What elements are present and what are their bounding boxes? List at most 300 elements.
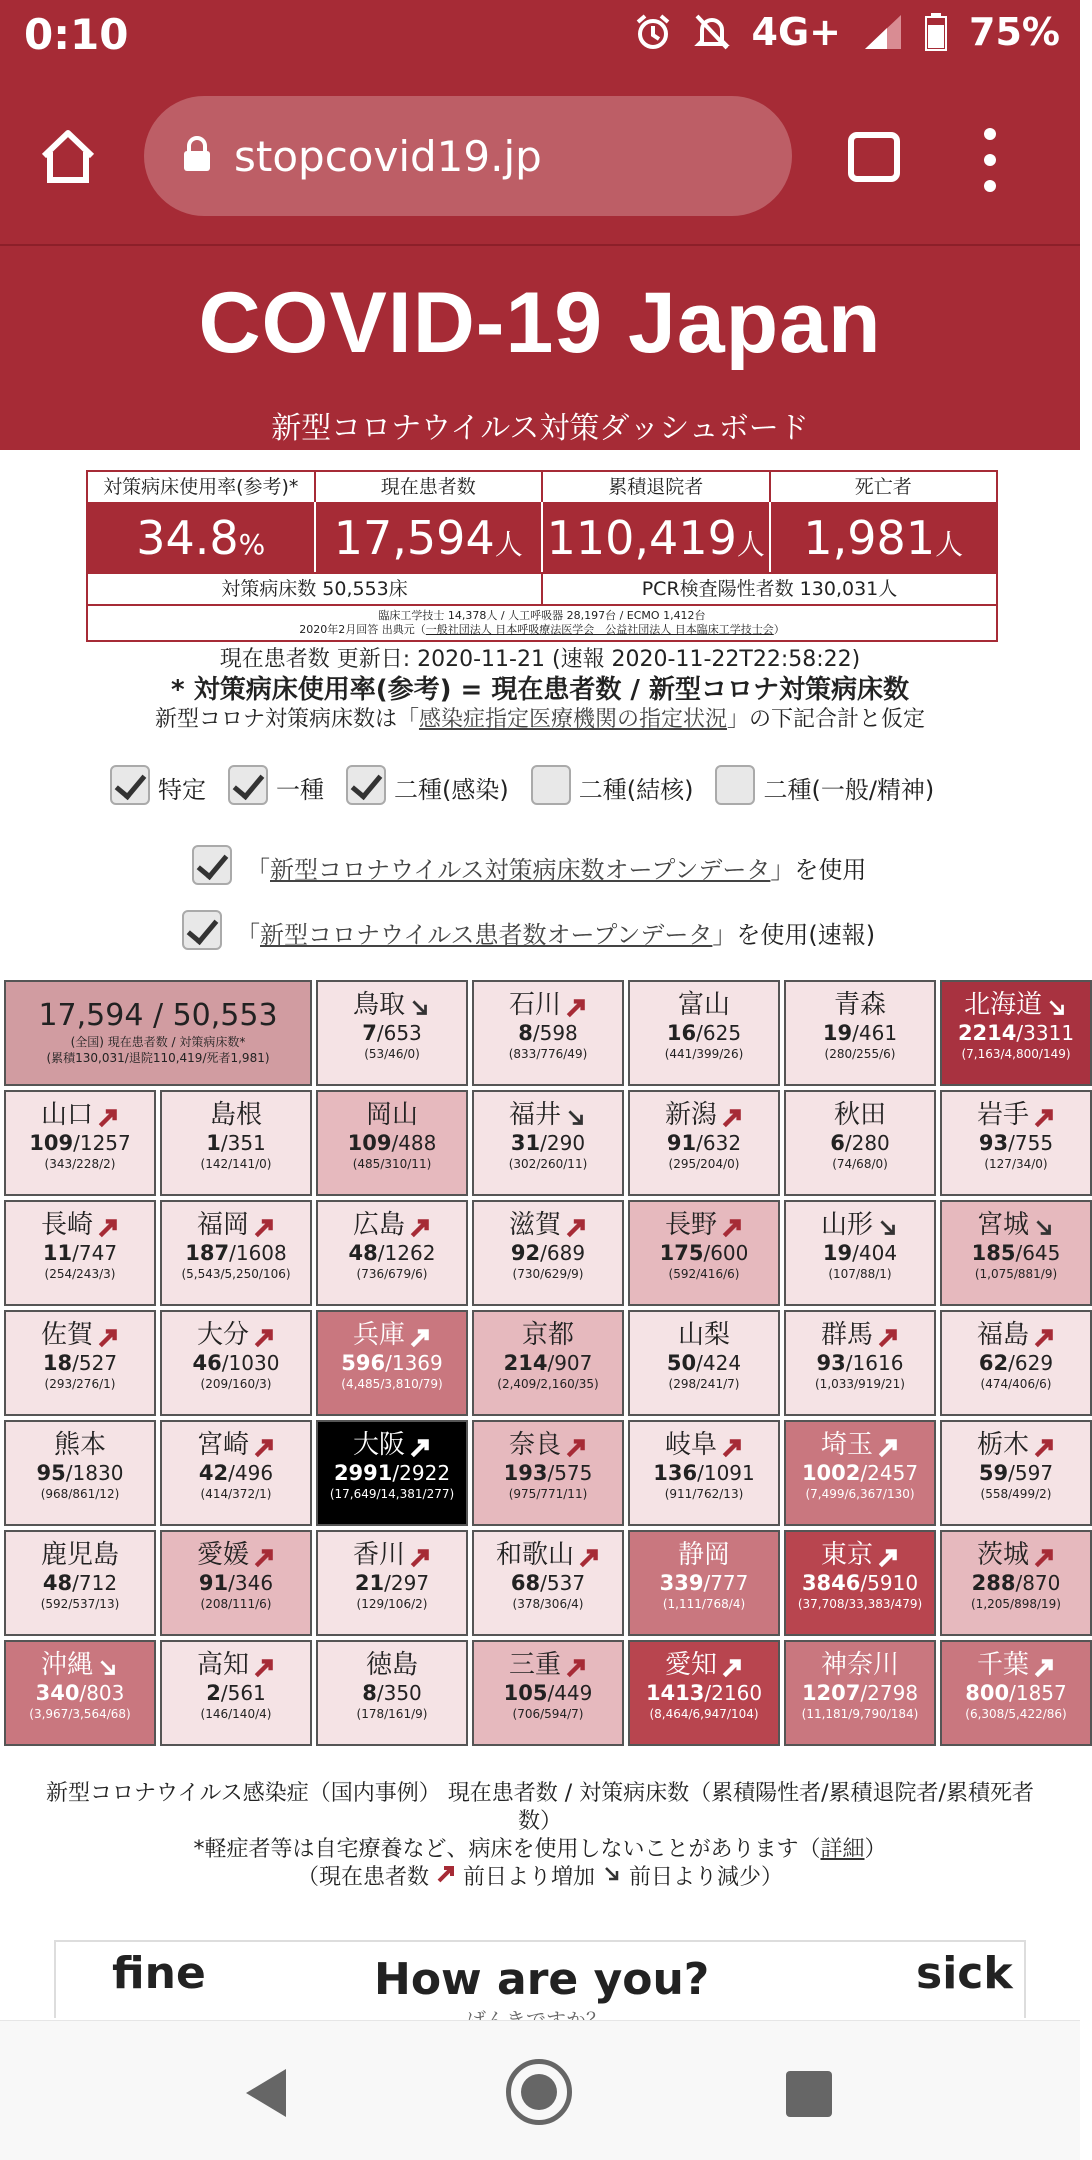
legend-note: *軽症者等は自宅療養など、病床を使用しないことがあります（詳細） bbox=[193, 1837, 887, 1862]
signal-icon bbox=[863, 13, 903, 51]
checkbox[interactable] bbox=[228, 765, 268, 805]
prefecture-name: 東京 bbox=[820, 1540, 873, 1570]
prefecture-name: 鹿児島 bbox=[40, 1540, 119, 1570]
cumulative-stats: (8,464/6,947/104) bbox=[649, 1707, 759, 1721]
increase-arrow-icon bbox=[253, 1654, 275, 1676]
national-total-cell[interactable] bbox=[4, 980, 312, 1086]
patients-over-beds: 62/629 bbox=[978, 1351, 1054, 1375]
prefecture-name: 島根 bbox=[209, 1100, 262, 1130]
summary-values bbox=[88, 502, 996, 572]
prefecture-cell[interactable] bbox=[628, 1310, 780, 1416]
assumption-note: 新型コロナ対策病床数は「感染症指定医療機関の指定状況」の下記合計と仮定 bbox=[154, 707, 926, 732]
increase-arrow-icon bbox=[409, 1544, 431, 1566]
prefecture-name: 群馬 bbox=[820, 1320, 873, 1350]
url-text: stopcovid19.jp bbox=[234, 131, 542, 181]
cumulative-stats: (295/204/0) bbox=[668, 1157, 740, 1171]
cumulative-stats: (302/260/11) bbox=[508, 1157, 588, 1171]
tabs-icon[interactable] bbox=[848, 132, 900, 182]
prefecture-cell[interactable] bbox=[316, 980, 468, 1086]
prefecture-name: 千葉 bbox=[976, 1650, 1029, 1680]
cumulative-stats: (736/679/6) bbox=[356, 1267, 428, 1281]
formula-note: * 対策病床使用率(参考) = 現在患者数 / 新型コロナ対策病床数 bbox=[171, 675, 909, 705]
prefecture-name: 広島 bbox=[352, 1210, 405, 1240]
banner-question: How are you? bbox=[374, 1954, 710, 2005]
prefecture-name: 徳島 bbox=[365, 1650, 418, 1680]
cumulative-stats: (4,485/3,810/79) bbox=[341, 1377, 443, 1391]
increase-arrow-icon bbox=[1033, 1434, 1055, 1456]
patients-over-beds: 105/449 bbox=[503, 1681, 593, 1705]
bed-count: 対策病床数 50,553床 bbox=[88, 574, 543, 604]
cumulative-stats: (37,708/33,383/479) bbox=[797, 1597, 923, 1611]
increase-arrow-icon bbox=[253, 1324, 275, 1346]
increase-arrow-icon bbox=[1033, 1654, 1055, 1676]
prefecture-cell[interactable] bbox=[4, 1310, 156, 1416]
prefecture-name: 宮城 bbox=[976, 1210, 1029, 1240]
prefecture-cell[interactable] bbox=[472, 980, 624, 1086]
cumulative-stats: (558/499/2) bbox=[980, 1487, 1052, 1501]
cumulative-stats: (1,205/898/19) bbox=[971, 1597, 1061, 1611]
cumulative-stats: (485/310/11) bbox=[352, 1157, 432, 1171]
prefecture-name: 愛知 bbox=[664, 1650, 717, 1680]
decrease-arrow-icon bbox=[1033, 1214, 1055, 1236]
patients-over-beds: 193/575 bbox=[503, 1461, 593, 1485]
prefecture-cell[interactable] bbox=[316, 1530, 468, 1636]
prefecture-cell[interactable] bbox=[316, 1640, 468, 1746]
patients-over-beds: 1207/2798 bbox=[801, 1681, 919, 1705]
patients-over-beds: 2214/3311 bbox=[957, 1021, 1075, 1045]
details-link[interactable]: 詳細 bbox=[820, 1837, 865, 1862]
prefecture-cell[interactable] bbox=[628, 1420, 780, 1526]
prefecture-name: 山口 bbox=[40, 1100, 93, 1130]
prefecture-cell[interactable] bbox=[472, 1530, 624, 1636]
increase-arrow-icon bbox=[565, 1434, 587, 1456]
patients-over-beds: 91/346 bbox=[198, 1571, 274, 1595]
patients-over-beds: 11/747 bbox=[42, 1241, 118, 1265]
national-ratio: 17,594 / 50,553 bbox=[38, 998, 278, 1033]
prefecture-name: 栃木 bbox=[976, 1430, 1029, 1460]
prefecture-cell[interactable] bbox=[316, 1090, 468, 1196]
prefecture-cell[interactable] bbox=[472, 1310, 624, 1416]
patients-over-beds: 7/653 bbox=[362, 1021, 422, 1045]
patients-over-beds: 339/777 bbox=[659, 1571, 749, 1595]
prefecture-name: 大分 bbox=[196, 1320, 249, 1350]
equipment-note: 臨床工学技士 14,378人 / 人工呼吸器 28,197台 / ECMO 1,412台 2020年2月回答 出典元（一般社団法人 日本呼吸療法医学会 公益社団法人 日本臨床工学技士会） bbox=[88, 604, 996, 640]
cumulative-stats: (11,181/9,790/184) bbox=[801, 1707, 919, 1721]
patients-over-beds: 6/280 bbox=[830, 1131, 890, 1155]
legend-description: 新型コロナウイルス感染症（国内事例） 現在患者数 / 対策病床数（累積陽性者/累積退院者/累積死者数） bbox=[46, 1781, 1034, 1834]
cumulative-stats: (2,409/2,160/35) bbox=[497, 1377, 599, 1391]
prefecture-grid bbox=[4, 980, 1076, 1746]
cumulative-stats: (129/106/2) bbox=[356, 1597, 428, 1611]
page-title: COVID-19 Japan bbox=[198, 275, 882, 371]
battery-level: 75% bbox=[969, 10, 1060, 54]
prefecture-cell[interactable] bbox=[4, 1530, 156, 1636]
increase-arrow-icon bbox=[721, 1434, 743, 1456]
prefecture-cell[interactable] bbox=[784, 1090, 936, 1196]
more-menu-icon[interactable] bbox=[984, 128, 996, 192]
address-bar[interactable] bbox=[144, 96, 792, 216]
patients-over-beds: 31/290 bbox=[510, 1131, 586, 1155]
prefecture-name: 富山 bbox=[677, 990, 730, 1020]
cumulative-stats: (343/228/2) bbox=[44, 1157, 116, 1171]
deaths-total: 1,981人 bbox=[803, 511, 964, 565]
prefecture-name: 熊本 bbox=[53, 1430, 106, 1460]
summary-panel bbox=[86, 470, 998, 642]
prefecture-name: 福岡 bbox=[196, 1210, 249, 1240]
mood-banner[interactable] bbox=[54, 1940, 1026, 2018]
summary-label: 現在患者数 bbox=[316, 472, 544, 502]
cumulative-stats: (592/416/6) bbox=[668, 1267, 740, 1281]
prefecture-name: 福井 bbox=[508, 1100, 561, 1130]
prefecture-cell[interactable] bbox=[940, 1420, 1092, 1526]
filter-isshu[interactable]: 一種 bbox=[228, 765, 324, 805]
cumulative-stats: (127/34/0) bbox=[984, 1157, 1048, 1171]
home-icon[interactable] bbox=[38, 128, 98, 188]
prefecture-cell[interactable] bbox=[940, 1200, 1092, 1306]
prefecture-name: 大阪 bbox=[352, 1430, 405, 1460]
decrease-arrow-icon bbox=[602, 1865, 622, 1890]
cumulative-stats: (146/140/4) bbox=[200, 1707, 272, 1721]
current-patients: 17,594人 bbox=[316, 502, 544, 572]
prefecture-cell[interactable] bbox=[628, 1640, 780, 1746]
page-header bbox=[0, 244, 1080, 450]
prefecture-cell[interactable] bbox=[940, 1640, 1092, 1746]
prefecture-name: 三重 bbox=[508, 1650, 561, 1680]
decrease-arrow-icon bbox=[877, 1214, 899, 1236]
cumulative-stats: (178/161/9) bbox=[356, 1707, 428, 1721]
recents-icon[interactable] bbox=[786, 2071, 832, 2117]
prefecture-name: 北海道 bbox=[963, 990, 1042, 1020]
checkbox[interactable] bbox=[715, 765, 755, 805]
back-icon[interactable] bbox=[242, 2067, 290, 2123]
patients-over-beds: 42/496 bbox=[198, 1461, 274, 1485]
prefecture-name: 和歌山 bbox=[495, 1540, 574, 1570]
increase-arrow-icon bbox=[409, 1214, 431, 1236]
cumulative-stats: (293/276/1) bbox=[44, 1377, 116, 1391]
cumulative-stats: (1,033/919/21) bbox=[815, 1377, 905, 1391]
decrease-arrow-icon bbox=[97, 1654, 119, 1676]
patients-over-beds: 48/1262 bbox=[348, 1241, 436, 1265]
prefecture-cell[interactable] bbox=[940, 1090, 1092, 1196]
patients-over-beds: 136/1091 bbox=[653, 1461, 755, 1485]
patients-over-beds: 95/1830 bbox=[36, 1461, 124, 1485]
increase-arrow-icon bbox=[721, 1654, 743, 1676]
info-text bbox=[0, 645, 1080, 735]
designation-link[interactable]: 感染症指定医療機関の指定状況 bbox=[418, 707, 727, 732]
prefecture-cell[interactable] bbox=[316, 1420, 468, 1526]
increase-arrow-icon bbox=[97, 1214, 119, 1236]
lock-icon bbox=[182, 135, 212, 177]
decrease-arrow-icon bbox=[1046, 994, 1068, 1016]
banner-sick: sick bbox=[916, 1948, 1013, 1999]
prefecture-cell[interactable] bbox=[4, 1420, 156, 1526]
prefecture-cell[interactable] bbox=[316, 1310, 468, 1416]
checkbox[interactable] bbox=[192, 845, 232, 885]
prefecture-cell[interactable] bbox=[160, 1530, 312, 1636]
cumulative-stats: (441/399/26) bbox=[664, 1047, 744, 1061]
patients-over-beds: 16/625 bbox=[666, 1021, 742, 1045]
cumulative-stats: (378/306/4) bbox=[512, 1597, 584, 1611]
prefecture-name: 鳥取 bbox=[352, 990, 405, 1020]
patients-over-beds: 8/598 bbox=[518, 1021, 578, 1045]
increase-arrow-icon bbox=[409, 1324, 431, 1346]
increase-arrow-icon bbox=[578, 1544, 600, 1566]
prefecture-name: 兵庫 bbox=[352, 1320, 405, 1350]
cumulative-stats: (706/594/7) bbox=[512, 1707, 584, 1721]
patients-over-beds: 59/597 bbox=[978, 1461, 1054, 1485]
increase-arrow-icon bbox=[436, 1865, 456, 1890]
increase-arrow-icon bbox=[565, 994, 587, 1016]
increase-arrow-icon bbox=[877, 1544, 899, 1566]
increase-arrow-icon bbox=[253, 1544, 275, 1566]
prefecture-name: 福島 bbox=[976, 1320, 1029, 1350]
patients-over-beds: 91/632 bbox=[666, 1131, 742, 1155]
cumulative-stats: (5,543/5,250/106) bbox=[181, 1267, 291, 1281]
patients-over-beds: 185/645 bbox=[971, 1241, 1061, 1265]
checkbox[interactable] bbox=[182, 910, 222, 950]
summary-label: 対策病床使用率(参考)* bbox=[88, 472, 316, 502]
summary-label: 死亡者 bbox=[854, 476, 912, 498]
prefecture-cell[interactable] bbox=[160, 1640, 312, 1746]
patients-over-beds: 21/297 bbox=[354, 1571, 430, 1595]
cumulative-stats: (7,499/6,367/130) bbox=[805, 1487, 915, 1501]
cumulative-stats: (17,649/14,381/277) bbox=[329, 1487, 455, 1501]
prefecture-cell[interactable] bbox=[160, 1200, 312, 1306]
increase-arrow-icon bbox=[253, 1214, 275, 1236]
increase-arrow-icon bbox=[565, 1654, 587, 1676]
prefecture-name: 香川 bbox=[352, 1540, 405, 1570]
patients-over-beds: 596/1369 bbox=[341, 1351, 443, 1375]
prefecture-cell[interactable] bbox=[940, 1530, 1092, 1636]
patients-over-beds: 93/755 bbox=[978, 1131, 1054, 1155]
patients-over-beds: 2991/2922 bbox=[333, 1461, 451, 1485]
cumulative-stats: (209/160/3) bbox=[200, 1377, 272, 1391]
cumulative-stats: (968/861/12) bbox=[40, 1487, 120, 1501]
prefecture-cell[interactable] bbox=[628, 1090, 780, 1196]
prefecture-cell[interactable] bbox=[784, 980, 936, 1086]
prefecture-cell[interactable] bbox=[4, 1200, 156, 1306]
prefecture-cell[interactable] bbox=[784, 1420, 936, 1526]
filter-tokutei[interactable]: 特定 bbox=[110, 765, 206, 805]
prefecture-name: 滋賀 bbox=[508, 1210, 561, 1240]
patients-opendata-link[interactable]: 新型コロナウイルス患者数オープンデータ bbox=[260, 921, 713, 949]
network-type: 4G+ bbox=[751, 10, 842, 54]
cumulative-stats: (1,111/768/4) bbox=[662, 1597, 746, 1611]
increase-arrow-icon bbox=[1033, 1104, 1055, 1126]
cumulative-stats: (6,308/5,422/86) bbox=[965, 1707, 1067, 1721]
prefecture-cell[interactable] bbox=[160, 1420, 312, 1526]
option-beds-opendata[interactable]: 「新型コロナウイルス対策病床数オープンデータ」を使用 bbox=[192, 845, 866, 885]
increase-arrow-icon bbox=[721, 1214, 743, 1236]
battery-icon bbox=[925, 13, 947, 51]
patients-over-beds: 8/350 bbox=[362, 1681, 422, 1705]
prefecture-name: 岩手 bbox=[976, 1100, 1029, 1130]
filter-nishu-kansen[interactable]: 二種(感染) bbox=[346, 765, 509, 805]
legend bbox=[0, 1780, 1080, 1892]
increase-arrow-icon bbox=[877, 1434, 899, 1456]
bed-usage-rate: 34.8% bbox=[88, 502, 316, 572]
prefecture-cell[interactable] bbox=[160, 1090, 312, 1196]
patients-over-beds: 93/1616 bbox=[816, 1351, 904, 1375]
summary-row2 bbox=[88, 572, 996, 604]
prefecture-cell[interactable] bbox=[160, 1310, 312, 1416]
cumulative-stats: (592/537/13) bbox=[40, 1597, 120, 1611]
prefecture-name: 長野 bbox=[664, 1210, 717, 1240]
cumulative-stats: (107/88/1) bbox=[828, 1267, 892, 1281]
option-patients-opendata[interactable]: 「新型コロナウイルス患者数オープンデータ」を使用(速報) bbox=[182, 910, 875, 950]
patients-over-beds: 2/561 bbox=[206, 1681, 266, 1705]
increase-arrow-icon bbox=[565, 1214, 587, 1236]
cumulative-stats: (208/111/6) bbox=[200, 1597, 272, 1611]
national-caption: (全国) 現在患者数 / 対策病床数* bbox=[70, 1035, 246, 1049]
page-subtitle: 新型コロナウイルス対策ダッシュボード bbox=[271, 411, 809, 446]
increase-arrow-icon bbox=[1033, 1544, 1055, 1566]
beds-opendata-link[interactable]: 新型コロナウイルス対策病床数オープンデータ bbox=[270, 856, 771, 884]
patients-over-beds: 50/424 bbox=[666, 1351, 742, 1375]
bed-type-filters bbox=[110, 765, 956, 805]
cumulative-stats: (474/406/6) bbox=[980, 1377, 1052, 1391]
prefecture-name: 山梨 bbox=[677, 1320, 730, 1350]
increase-arrow-icon bbox=[1033, 1324, 1055, 1346]
cumulative-stats: (53/46/0) bbox=[364, 1047, 420, 1061]
filter-nishu-kekkaku[interactable]: 二種(結核) bbox=[531, 765, 694, 805]
cumulative-stats: (298/241/7) bbox=[668, 1377, 740, 1391]
prefecture-cell[interactable] bbox=[628, 980, 780, 1086]
prefecture-name: 佐賀 bbox=[40, 1320, 93, 1350]
prefecture-name: 高知 bbox=[196, 1650, 249, 1680]
increase-arrow-icon bbox=[253, 1434, 275, 1456]
patients-over-beds: 92/689 bbox=[510, 1241, 586, 1265]
prefecture-cell[interactable] bbox=[940, 1310, 1092, 1416]
prefecture-cell[interactable] bbox=[4, 1090, 156, 1196]
decrease-arrow-icon bbox=[409, 994, 431, 1016]
patients-over-beds: 340/803 bbox=[35, 1681, 125, 1705]
patients-over-beds: 800/1857 bbox=[965, 1681, 1067, 1705]
prefecture-cell[interactable] bbox=[316, 1200, 468, 1306]
prefecture-name: 静岡 bbox=[677, 1540, 730, 1570]
prefecture-cell[interactable] bbox=[784, 1530, 936, 1636]
prefecture-name: 青森 bbox=[833, 990, 886, 1020]
prefecture-name: 岐阜 bbox=[664, 1430, 717, 1460]
prefecture-cell[interactable] bbox=[628, 1200, 780, 1306]
cumulative-stats: (254/243/3) bbox=[44, 1267, 116, 1281]
source-link[interactable]: 一般社団法人 日本呼吸療法医学会 公益社団法人 日本臨床工学技士会 bbox=[425, 623, 774, 636]
patients-over-beds: 214/907 bbox=[503, 1351, 593, 1375]
prefecture-cell[interactable] bbox=[472, 1420, 624, 1526]
prefecture-name: 秋田 bbox=[833, 1100, 886, 1130]
pcr-positive: PCR検査陽性者数 130,031人 bbox=[641, 578, 898, 600]
national-cumulative: (累積130,031/退院110,419/死者1,981) bbox=[46, 1051, 270, 1065]
prefecture-name: 神奈川 bbox=[820, 1650, 899, 1680]
patients-over-beds: 288/870 bbox=[971, 1571, 1061, 1595]
cumulative-stats: (975/771/11) bbox=[508, 1487, 588, 1501]
patients-over-beds: 109/488 bbox=[347, 1131, 437, 1155]
cumulative-stats: (1,075/881/9) bbox=[974, 1267, 1058, 1281]
notifications-off-icon bbox=[694, 13, 730, 51]
patients-over-beds: 18/527 bbox=[42, 1351, 118, 1375]
increase-arrow-icon bbox=[721, 1104, 743, 1126]
browser-toolbar bbox=[0, 76, 1080, 244]
prefecture-cell[interactable] bbox=[784, 1310, 936, 1416]
system-nav-bar bbox=[0, 2020, 1080, 2160]
increase-arrow-icon bbox=[409, 1434, 431, 1456]
increase-arrow-icon bbox=[877, 1324, 899, 1346]
prefecture-name: 新潟 bbox=[664, 1100, 717, 1130]
prefecture-name: 埼玉 bbox=[820, 1430, 873, 1460]
patients-over-beds: 68/537 bbox=[510, 1571, 586, 1595]
status-bar bbox=[0, 0, 1080, 76]
patients-over-beds: 48/712 bbox=[42, 1571, 118, 1595]
patients-over-beds: 109/1257 bbox=[29, 1131, 131, 1155]
patients-over-beds: 1/351 bbox=[206, 1131, 266, 1155]
clock: 0:10 bbox=[24, 10, 129, 59]
banner-fine: fine bbox=[112, 1948, 206, 1999]
prefecture-name: 愛媛 bbox=[196, 1540, 249, 1570]
prefecture-cell[interactable] bbox=[940, 980, 1092, 1086]
prefecture-cell[interactable] bbox=[472, 1090, 624, 1196]
patients-over-beds: 175/600 bbox=[659, 1241, 749, 1265]
cumulative-stats: (730/629/9) bbox=[512, 1267, 584, 1281]
cumulative-stats: (7,163/4,800/149) bbox=[961, 1047, 1071, 1061]
prefecture-cell[interactable] bbox=[472, 1200, 624, 1306]
decrease-arrow-icon bbox=[565, 1104, 587, 1126]
prefecture-name: 茨城 bbox=[976, 1540, 1029, 1570]
increase-arrow-icon bbox=[97, 1104, 119, 1126]
home-nav-icon[interactable] bbox=[506, 2059, 572, 2125]
prefecture-name: 岡山 bbox=[365, 1100, 418, 1130]
legend-arrows: （現在患者数 前日より増加 前日より減少） bbox=[296, 1865, 783, 1890]
prefecture-name: 京都 bbox=[521, 1320, 574, 1350]
prefecture-cell[interactable] bbox=[784, 1640, 936, 1746]
prefecture-name: 奈良 bbox=[508, 1430, 561, 1460]
summary-label: 累積退院者 bbox=[543, 472, 771, 502]
increase-arrow-icon bbox=[97, 1324, 119, 1346]
checkbox[interactable] bbox=[110, 765, 150, 805]
prefecture-cell[interactable] bbox=[472, 1640, 624, 1746]
cumulative-stats: (142/141/0) bbox=[200, 1157, 272, 1171]
summary-labels bbox=[88, 472, 996, 502]
prefecture-name: 長崎 bbox=[40, 1210, 93, 1240]
patients-over-beds: 19/461 bbox=[822, 1021, 898, 1045]
cumulative-stats: (280/255/6) bbox=[824, 1047, 896, 1061]
patients-over-beds: 19/404 bbox=[822, 1241, 898, 1265]
patients-over-beds: 46/1030 bbox=[192, 1351, 280, 1375]
discharged-total: 110,419人 bbox=[543, 502, 771, 572]
prefecture-name: 石川 bbox=[508, 990, 561, 1020]
cumulative-stats: (74/68/0) bbox=[832, 1157, 888, 1171]
prefecture-cell[interactable] bbox=[628, 1530, 780, 1636]
prefecture-cell[interactable] bbox=[4, 1640, 156, 1746]
patients-over-beds: 1413/2160 bbox=[645, 1681, 763, 1705]
cumulative-stats: (3,967/3,564/68) bbox=[29, 1707, 131, 1721]
cumulative-stats: (414/372/1) bbox=[200, 1487, 272, 1501]
prefecture-name: 宮崎 bbox=[196, 1430, 249, 1460]
checkbox[interactable] bbox=[531, 765, 571, 805]
status-icons bbox=[634, 10, 1060, 54]
prefecture-name: 沖縄 bbox=[40, 1650, 93, 1680]
patients-over-beds: 3846/5910 bbox=[801, 1571, 919, 1595]
prefecture-name: 山形 bbox=[820, 1210, 873, 1240]
cumulative-stats: (833/776/49) bbox=[508, 1047, 588, 1061]
patients-over-beds: 1002/2457 bbox=[801, 1461, 919, 1485]
alarm-icon bbox=[634, 13, 672, 51]
prefecture-cell[interactable] bbox=[784, 1200, 936, 1306]
patients-over-beds: 187/1608 bbox=[185, 1241, 287, 1265]
update-date: 現在患者数 更新日: 2020-11-21 (速報 2020-11-22T22:58:22) bbox=[219, 647, 861, 672]
cumulative-stats: (911/762/13) bbox=[664, 1487, 744, 1501]
filter-nishu-ippan[interactable]: 二種(一般/精神) bbox=[715, 765, 934, 805]
checkbox[interactable] bbox=[346, 765, 386, 805]
